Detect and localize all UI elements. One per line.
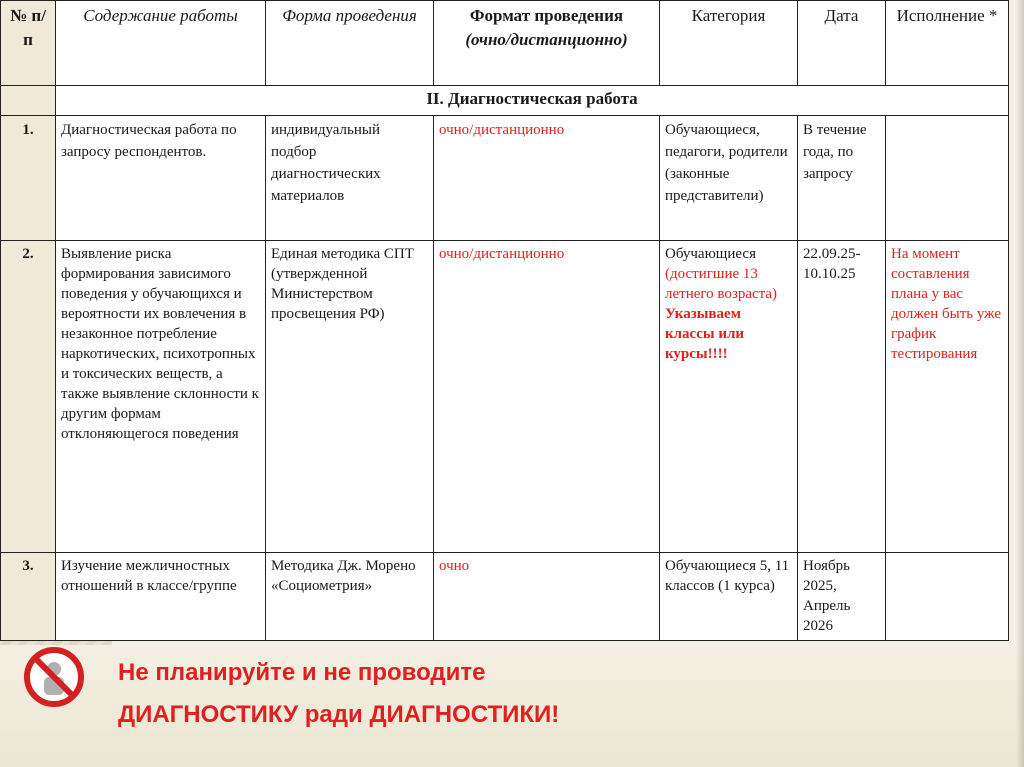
table-row <box>1 116 1009 241</box>
row-num: 2. <box>1 241 56 553</box>
row-format: очно/дистанционно <box>434 116 660 241</box>
row-category-note: (достигшие 13 летнего возраста) <box>665 266 778 302</box>
row-form: Методика Дж. Морено «Социометрия» <box>266 553 434 641</box>
row-category: Обучающиеся 5, 11 классов (1 курса) <box>660 553 798 641</box>
row-category-warning: Указываем классы или курсы!!!! <box>665 306 745 362</box>
header-date: Дата <box>798 1 886 86</box>
row-content: Диагностическая работа по запросу респондентов. <box>56 116 266 241</box>
row-category: Обучающиеся, педагоги, родители (законные представители) <box>660 116 798 241</box>
footer-message <box>118 652 559 736</box>
header-form: Форма проведения <box>266 1 434 86</box>
header-category: Категория <box>660 1 798 86</box>
table-header-row <box>1 1 1009 86</box>
row-execution: На момент составления плана у вас должен быть уже график тестирования <box>886 241 1009 553</box>
row-execution <box>886 553 1009 641</box>
row-format: очно/дистанционно <box>434 241 660 553</box>
prohibited-icon <box>22 645 86 709</box>
row-date: Ноябрь 2025, Апрель 2026 <box>798 553 886 641</box>
table-row <box>1 553 1009 641</box>
footer-line-1: Не планируйте и не проводите <box>118 659 486 686</box>
header-format-subtitle: (очно/дистанционно) <box>465 30 628 49</box>
row-content: Выявление риска формирования зависимого поведения у обучающихся и вероятности их вовлечения в незаконное потребление наркотических, психотропных и токсических веществ, а также выявление склонности к другим формам отклоняющегося поведения <box>56 241 266 553</box>
footer-line-2: ДИАГНОСТИКУ ради ДИАГНОСТИКИ! <box>118 701 560 728</box>
row-execution <box>886 116 1009 241</box>
decorative-shadow <box>1016 0 1024 767</box>
table-row <box>1 241 1009 553</box>
row-num: 3. <box>1 553 56 641</box>
row-format: очно <box>434 553 660 641</box>
header-content: Содержание работы <box>56 1 266 86</box>
header-format-title: Формат проведения <box>469 6 624 25</box>
row-form: Единая методика СПТ (утвержденной Министерством просвещения РФ) <box>266 241 434 553</box>
row-date: В течение года, по запросу <box>798 116 886 241</box>
header-num: № п/п <box>1 1 56 86</box>
row-num: 1. <box>1 116 56 241</box>
row-form: индивидуальный подбор диагностических материалов <box>266 116 434 241</box>
row-category <box>660 241 798 553</box>
header-format <box>434 1 660 86</box>
row-content: Изучение межличностных отношений в классе/группе <box>56 553 266 641</box>
section-title: II. Диагностическая работа <box>56 86 1009 116</box>
header-execution: Исполнение * <box>886 1 1009 86</box>
section-row <box>1 86 1009 116</box>
row-date: 22.09.25-10.10.25 <box>798 241 886 553</box>
row-category-text: Обучающиеся <box>665 246 756 262</box>
